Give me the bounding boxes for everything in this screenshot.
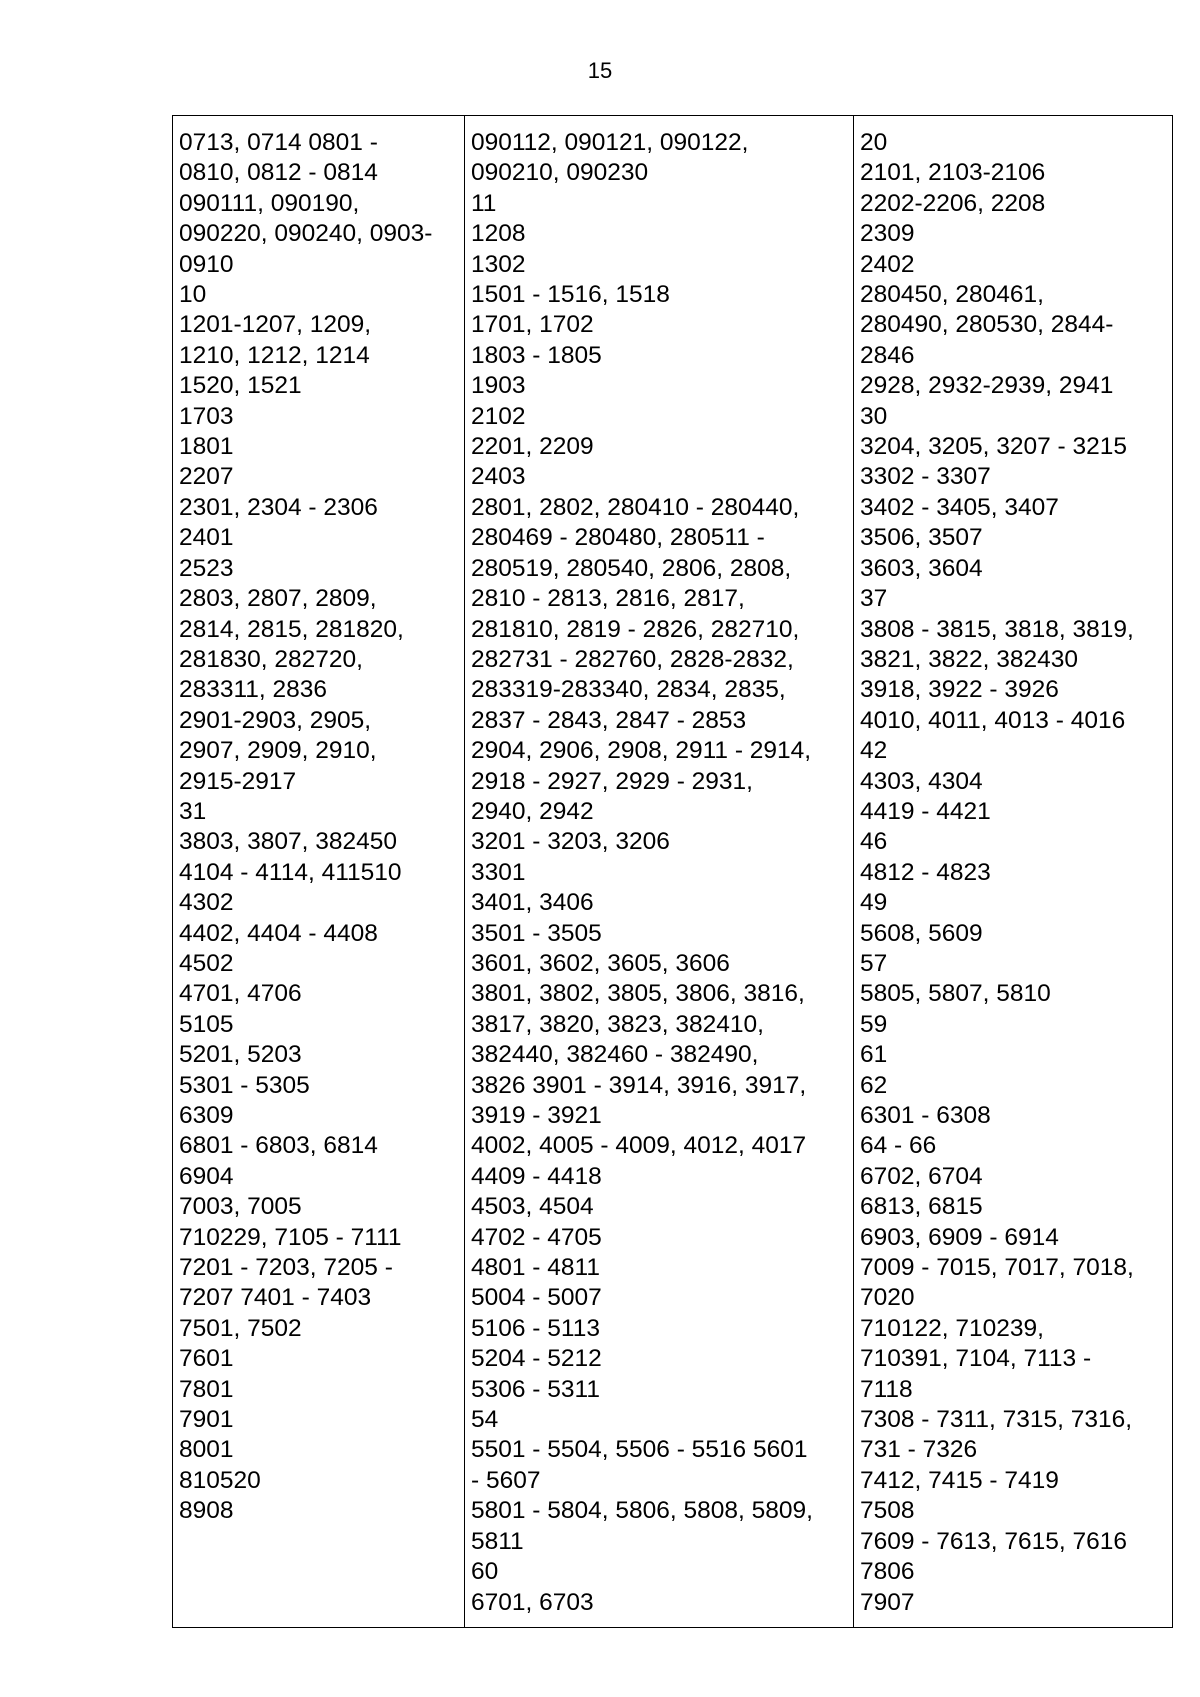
code-line: 6801 - 6803, 6814 <box>179 1132 378 1160</box>
code-line: 280519, 280540, 2806, 2808, <box>471 554 792 582</box>
code-line: 280490, 280530, 2844- <box>860 311 1114 339</box>
code-line: 20 <box>860 129 888 156</box>
code-line: 2101, 2103-2106 <box>860 159 1046 187</box>
codes-table <box>172 115 1173 1628</box>
code-line: 2928, 2932-2939, 2941 <box>860 372 1114 400</box>
code-line: 2207 <box>179 463 234 491</box>
code-line: 4801 - 4811 <box>471 1254 600 1282</box>
code-line: 4303, 4304 <box>860 767 983 795</box>
code-line: 5106 - 5113 <box>471 1314 600 1342</box>
code-line: 5811 <box>471 1527 524 1555</box>
code-line: 2102 <box>471 402 526 430</box>
code-line: 2907, 2909, 2910, <box>179 737 377 765</box>
code-line: 7412, 7415 - 7419 <box>860 1466 1059 1494</box>
table-cell-column-3 <box>854 116 1173 1628</box>
code-line: 1701, 1702 <box>471 311 594 339</box>
code-line: 5201, 5203 <box>179 1041 302 1069</box>
code-line: 382440, 382460 - 382490, <box>471 1041 759 1069</box>
code-line: 4302 <box>179 889 234 917</box>
code-line: 5306 - 5311 <box>471 1375 600 1403</box>
code-line: 0713, 0714 0801 - <box>179 129 378 156</box>
code-line: 6309 <box>179 1102 234 1129</box>
code-line: 7201 - 7203, 7205 - <box>179 1254 393 1282</box>
code-line: 4503, 4504 <box>471 1193 594 1221</box>
code-line: 282731 - 282760, 2828-2832, <box>471 645 794 673</box>
code-line: 2202-2206, 2208 <box>860 189 1046 217</box>
code-line: 7207 7401 - 7403 <box>179 1284 372 1312</box>
code-line: 5004 - 5007 <box>471 1284 602 1312</box>
code-line: 7003, 7005 <box>179 1193 302 1221</box>
code-line: 1208 <box>471 220 526 248</box>
code-line: 59 <box>860 1010 888 1038</box>
code-line: 3506, 3507 <box>860 524 983 552</box>
code-line: 5204 - 5212 <box>471 1345 602 1373</box>
code-line: 280469 - 280480, 280511 - <box>471 524 765 552</box>
code-line: 090220, 090240, 0903- <box>179 220 433 248</box>
code-line: 281810, 2819 - 2826, 282710, <box>471 615 800 643</box>
code-line: 2803, 2807, 2809, <box>179 585 377 613</box>
code-line: 8908 <box>179 1497 234 1525</box>
code-line: 2904, 2906, 2908, 2911 - 2914, <box>471 737 812 765</box>
code-line: 2915-2917 <box>179 767 297 795</box>
code-line: 7308 - 7311, 7315, 7316, <box>860 1406 1133 1434</box>
code-line: 283319-283340, 2834, 2835, <box>471 676 786 704</box>
code-line: 710391, 7104, 7113 - <box>860 1345 1092 1373</box>
code-line: 2301, 2304 - 2306 <box>179 493 378 521</box>
code-line: 3808 - 3815, 3818, 3819, <box>860 615 1134 643</box>
code-line: 3201 - 3203, 3206 <box>471 828 670 856</box>
code-line: 5301 - 5305 <box>179 1071 310 1099</box>
code-line: 10 <box>179 281 207 309</box>
code-line: 7009 - 7015, 7017, 7018, <box>860 1254 1134 1282</box>
code-line: 7801 <box>179 1375 234 1403</box>
code-line: 1501 - 1516, 1518 <box>471 281 670 309</box>
code-line: 5801 - 5804, 5806, 5808, 5809, <box>471 1497 813 1525</box>
code-line: 731 - 7326 <box>860 1436 978 1464</box>
code-line: 2918 - 2927, 2929 - 2931, <box>471 767 753 795</box>
code-line: 4010, 4011, 4013 - 4016 <box>860 706 1126 734</box>
code-line: 090111, 090190, <box>179 189 360 217</box>
code-line: 3402 - 3405, 3407 <box>860 493 1059 521</box>
code-line: 4419 - 4421 <box>860 797 991 825</box>
code-line: 30 <box>860 402 888 430</box>
code-line: 31 <box>179 797 207 825</box>
code-line: 1210, 1212, 1214 <box>179 341 370 369</box>
code-line: 5805, 5807, 5810 <box>860 980 1051 1008</box>
code-line: 3821, 3822, 382430 <box>860 645 1078 673</box>
code-line: 2403 <box>471 463 526 491</box>
code-line: 7609 - 7613, 7615, 7616 <box>860 1527 1128 1555</box>
code-line: 37 <box>860 585 888 613</box>
code-line: 2201, 2209 <box>471 433 594 461</box>
code-line: 2814, 2815, 281820, <box>179 615 404 643</box>
code-line: 3801, 3802, 3805, 3806, 3816, <box>471 980 805 1008</box>
code-line: 2846 <box>860 341 915 369</box>
code-line: 2940, 2942 <box>471 797 594 825</box>
code-line: 0810, 0812 - 0814 <box>179 159 378 187</box>
code-line: 4702 - 4705 <box>471 1223 602 1251</box>
code-line: 3301 <box>471 858 526 886</box>
code-line: 8001 <box>179 1436 234 1464</box>
code-line: 810520 <box>179 1466 261 1494</box>
code-line: 283311, 2836 <box>179 676 328 704</box>
code-line: 6813, 6815 <box>860 1193 983 1221</box>
code-line: 46 <box>860 828 888 856</box>
code-line: 4409 - 4418 <box>471 1162 602 1190</box>
code-line: 7020 <box>860 1284 915 1312</box>
code-line: 6904 <box>179 1162 234 1190</box>
code-line: 7508 <box>860 1497 915 1525</box>
code-line: 2837 - 2843, 2847 - 2853 <box>471 706 747 734</box>
code-line: 6903, 6909 - 6914 <box>860 1223 1059 1251</box>
code-line: 1302 <box>471 250 526 278</box>
code-line: 5608, 5609 <box>860 919 983 947</box>
code-line: 7907 <box>860 1588 915 1616</box>
code-line: 5501 - 5504, 5506 - 5516 5601 <box>471 1436 808 1464</box>
code-line: 280450, 280461, <box>860 281 1044 309</box>
code-line: 2402 <box>860 250 915 278</box>
code-line: 3803, 3807, 382450 <box>179 828 397 856</box>
code-line: 3601, 3602, 3605, 3606 <box>471 949 730 977</box>
code-line: 7501, 7502 <box>179 1314 302 1342</box>
code-line: 710229, 7105 - 7111 <box>179 1223 402 1251</box>
code-line: 3302 - 3307 <box>860 463 991 491</box>
code-line: 57 <box>860 949 888 977</box>
code-line: 1903 <box>471 372 526 400</box>
code-line: 4104 - 4114, 411510 <box>179 858 402 886</box>
code-line: 2810 - 2813, 2816, 2817, <box>471 585 745 613</box>
code-line: 090112, 090121, 090122, <box>471 129 749 156</box>
code-line: 2801, 2802, 280410 - 280440, <box>471 493 800 521</box>
code-line: 7901 <box>179 1406 234 1434</box>
code-line: 2309 <box>860 220 915 248</box>
code-line: 42 <box>860 737 888 765</box>
code-line: 4002, 4005 - 4009, 4012, 4017 <box>471 1132 807 1160</box>
code-line: 1803 - 1805 <box>471 341 602 369</box>
code-line: 2401 <box>179 524 234 552</box>
code-line: 710122, 710239, <box>860 1314 1044 1342</box>
code-line: 6702, 6704 <box>860 1162 983 1190</box>
table-cell-column-1 <box>173 116 465 1628</box>
code-line: 4402, 4404 - 4408 <box>179 919 378 947</box>
code-line: 7806 <box>860 1558 915 1586</box>
code-line: 7118 <box>860 1375 913 1403</box>
code-line: 2523 <box>179 554 234 582</box>
table-row <box>173 116 1173 1628</box>
code-line: 090210, 090230 <box>471 159 649 187</box>
code-line: 4812 - 4823 <box>860 858 991 886</box>
code-line: 3204, 3205, 3207 - 3215 <box>860 433 1128 461</box>
code-line: 61 <box>860 1041 888 1069</box>
code-line: 3501 - 3505 <box>471 919 602 947</box>
code-line: 3826 3901 - 3914, 3916, 3917, <box>471 1071 807 1099</box>
code-line: 4502 <box>179 949 234 977</box>
code-line: 6301 - 6308 <box>860 1102 991 1129</box>
table-cell-column-2 <box>465 116 854 1628</box>
code-line: 1201-1207, 1209, <box>179 311 372 339</box>
code-line: 2901-2903, 2905, <box>179 706 372 734</box>
code-line: 3919 - 3921 <box>471 1102 602 1129</box>
code-line: 3817, 3820, 3823, 382410, <box>471 1010 764 1038</box>
code-line: 3603, 3604 <box>860 554 983 582</box>
code-line: 11 <box>471 189 497 217</box>
code-line: 1703 <box>179 402 234 430</box>
code-line: 60 <box>471 1558 499 1586</box>
code-line: 64 - 66 <box>860 1132 937 1160</box>
code-line: 54 <box>471 1406 499 1434</box>
code-line: 0910 <box>179 250 234 278</box>
page-number: 15 <box>587 58 613 83</box>
code-line: - 5607 <box>471 1466 541 1494</box>
code-line: 3401, 3406 <box>471 889 594 917</box>
code-line: 1520, 1521 <box>179 372 302 400</box>
code-line: 281830, 282720, <box>179 645 363 673</box>
code-line: 49 <box>860 889 888 917</box>
code-line: 5105 <box>179 1010 234 1038</box>
code-line: 4701, 4706 <box>179 980 302 1008</box>
code-line: 62 <box>860 1071 888 1099</box>
code-line: 6701, 6703 <box>471 1588 594 1616</box>
code-line: 1801 <box>179 433 234 461</box>
code-line: 7601 <box>179 1345 234 1373</box>
code-line: 3918, 3922 - 3926 <box>860 676 1059 704</box>
